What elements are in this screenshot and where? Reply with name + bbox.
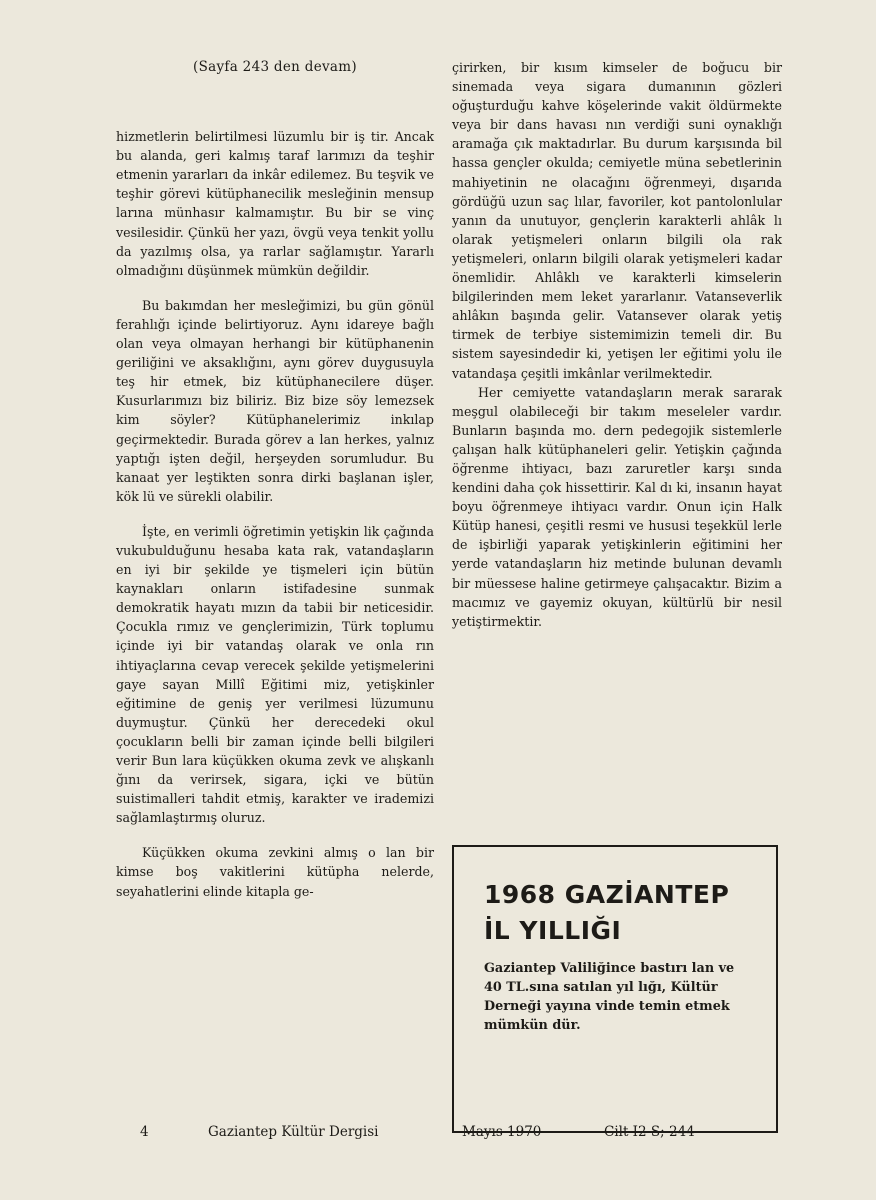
- magazine-name: Gaziantep Kültür Dergisi: [208, 1124, 379, 1140]
- left-paragraph-4: Küçükken okuma zevkini almış o lan bir kimse boş vakitlerini kütüpha nelerde, seyahatlerini elinde kitapla ge-: [116, 845, 434, 899]
- ad-body-text: Gaziantep Valiliğince bastırı lan ve 40 TL.sına satılan yıl lığı, Kültür Derneği yayına vinde temin etmek mümkün dür.: [484, 961, 735, 1033]
- left-paragraph-1: hizmetlerin belirtilmesi lüzumlu bir iş tir. Ancak bu alanda, geri kalmış taraf larımızı da teşhir etmenin yararları da inkâr edilemez. Bu teşvik ve teşhir görevi kütüphanecilik mesleğinin mensup larına münhasır kalmamıştır. Bu bir se vinç vesilesidir. Çünkü her yazı, övgü veya tenkit yollu da yazılmış olsa, ya rarlar sağlamıştır. Yararlı olmadığını düşünmek mümkün değildir.: [116, 129, 434, 278]
- volume-issue: Cilt I2 S; 244: [604, 1124, 695, 1140]
- ad-title-line-1: 1968 GAZİANTEP: [484, 880, 730, 909]
- right-paragraph-1: çirirken, bir kısım kimseler de boğucu bir sinemada veya sigara dumanının gözleri oğuşturduğu kahve köşelerinde vakit öldürmekte veya bir dans havası nın verdiği suni oynaklığı aramağa çık maktadırlar. Bu durum karşısında bil hassa gençler okulda; cemiyetle müna sebetlerinin mahiyetinin ne olacağını öğrenmeyi, dışarıda gördüğü uzun saç lılar, favoriler, kot pantolonlular yanın da unutuyor, gençlerin karakterli ahlâk lı olarak yetişmeleri onların bilgili ola rak yetişmeleri, onların bilgili olarak yetişmeleri kadar önemlidir. Ahlâklı ve karakterli kimselerin bilgilerinden mem leket yararlanır. Vatanseverlik ahlâkın başında gelir. Vatansever olarak yetiş tirmek de terbiye sistemimizin temeli dir. Bu sistem sayesindedir ki, yetişen ler eğitimi yolu ile vatandaşa çeşitli imkânlar verilmektedir.: [452, 60, 782, 381]
- right-column: [452, 58, 782, 631]
- right-paragraph-2: Her cemiyette vatandaşların merak sararak meşgul olabileceği bir takım meseleler vardır. Bunların başında mo. dern pedegojik sistemlerle çalışan halk kütüphaneleri gelir. Yetişkin çağında öğrenme ihtiyacı, bazı zaruretler karşı sında kendini daha çok hissettirir. Kal dı ki, insanın hayat boyu öğrenmeye ihtiyacı vardır. Onun için Halk Kütüp hanesi, çeşitli resmi ve hususi teşekkül lerle de işbirliği yaparak yetişkinlerin eğitimini her yerde vatandaşların hiz metinde bulunan devamlı bir müessese haline getirmeye çalışacaktır. Bizim a macımız ve gayemiz okuyan, kültürlü bir nesil yetiştirmektir.: [452, 384, 782, 629]
- ad-title-line-2: İL YILLIĞI: [484, 916, 622, 945]
- page-number: 4: [140, 1124, 149, 1140]
- continued-from-note: (Sayfa 243 den devam): [193, 59, 357, 75]
- issue-date: Mayıs 1970: [462, 1124, 542, 1140]
- left-column: [116, 58, 434, 901]
- left-paragraph-2: Bu bakımdan her mesleğimizi, bu gün gönül ferahlığı içinde belirtiyoruz. Aynı idareye bağlı olan veya olmayan herhangi bir kütüphanenin geriliğini ve aksaklığını, aynı görev duygusuyla teş hir etmek, biz kütüphanecilere düşer. Kusurlarımızı biz biliriz. Biz bize söy lemezsek kim söyler? Kütüphanelerimiz inkılap geçirmektedir. Burada görev a lan herkes, yalnız yaptığı işten değil, herşeyden sorumludur. Bu kanaat yer leştikten sonra dirki başlanan işler, kök lü ve sürekli olabilir.: [116, 297, 434, 504]
- yearbook-advertisement: [452, 845, 778, 1133]
- left-paragraph-3: İşte, en verimli öğretimin yetişkin lik çağında vukubulduğunu hesaba kata rak, vatandaşların en iyi bir şekilde ye tişmeleri için bütün kaynakları onların istifadesine sunmak demokratik hayatı mızın da tabii bir neticesidir. Çocukla rımız ve gençlerimizin, Türk toplumu içinde iyi bir vatandaş olarak ve onla rın ihtiyaçlarına cevap verecek şekilde yetişmelerini gaye sayan Millî Eğitimi miz, yetişkinler eğitimine de geniş yer verilmesi lüzumunu duymuştur. Çünkü her derecedeki okul çocukların belli bir zaman içinde belli bilgileri verir Bun lara küçükken okuma zevk ve alışkanlı ğını da verirsek, sigara, içki ve bütün suistimalleri tahdit etmiş, karakter ve irademizi sağlamlaştırmış oluruz.: [116, 523, 434, 826]
